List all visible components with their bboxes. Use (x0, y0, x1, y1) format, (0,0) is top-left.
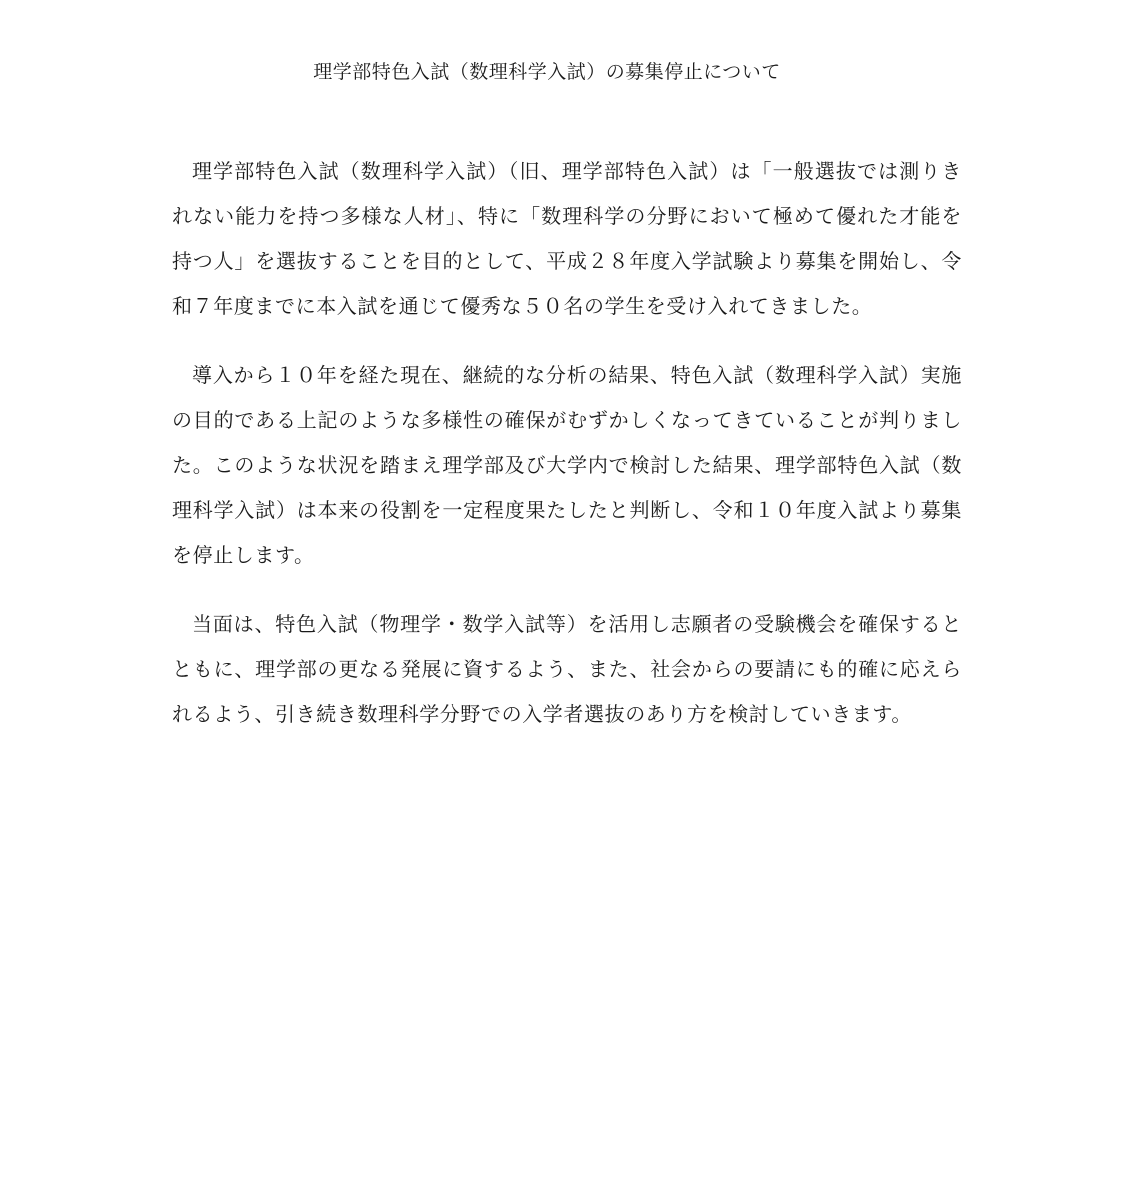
document-body (172, 149, 962, 761)
document-title: 理学部特色入試（数理科学入試）の募集停止について (313, 61, 781, 83)
paragraph-1: 理学部特色入試（数理科学入試）（旧、理学部特色入試）は「一般選抜では測りきれない能力を持つ多様な人材」、特に「数理科学の分野において極めて優れた才能を持つ人」を選抜することを目的として、平成２８年度入学試験より募集を開始し、令和７年度までに本入試を通じて優秀な５０名の学生を受け入れてきました。 (172, 159, 962, 318)
paragraph-2: 導入から１０年を経た現在、継続的な分析の結果、特色入試（数理科学入試）実施の目的である上記のような多様性の確保がむずかしくなってきていることが判りました。このような状況を踏まえ理学部及び大学内で検討した結果、理学部特色入試（数理科学入試）は本来の役割を一定程度果たしたと判断し、令和１０年度入試より募集を停止します。 (172, 363, 962, 567)
paragraph-3: 当面は、特色入試（物理学・数学入試等）を活用し志願者の受験機会を確保するとともに、理学部の更なる発展に資するよう、また、社会からの要請にも的確に応えられるよう、引き続き数理科学分野での入学者選抜のあり方を検討していきます。 (172, 612, 962, 726)
